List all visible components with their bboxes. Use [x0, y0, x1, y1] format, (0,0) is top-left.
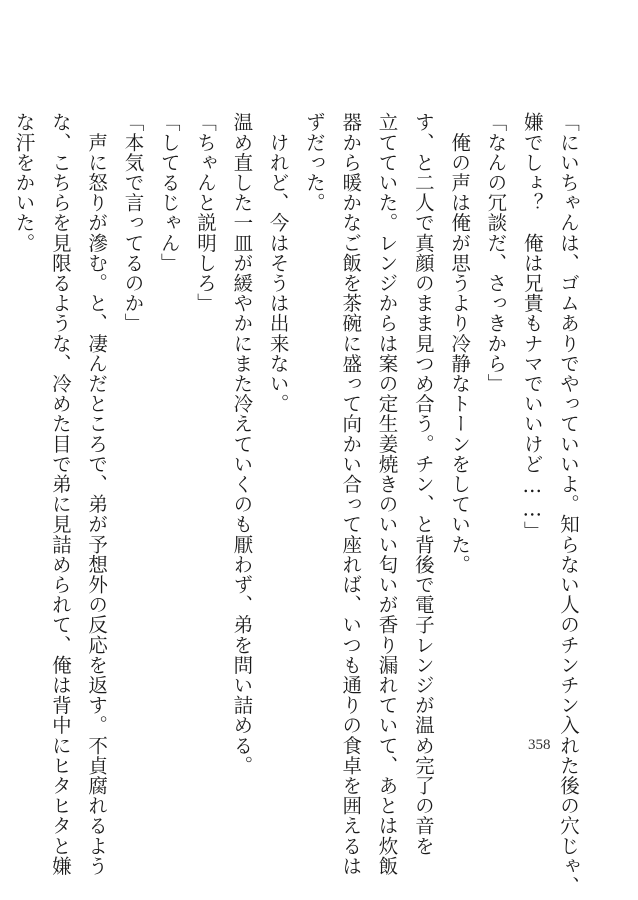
text-line: す、と二人で真顔のまま見つめ合う。チン、と背後で電子レンジが温め完了の音を	[411, 112, 435, 856]
text-line: 俺の声は俺が思うより冷静なトーンをしていた。	[448, 112, 472, 575]
text-line: 器から暖かなご飯を茶碗に盛って向かい合って座れば、いつも通りの食卓を囲えるは	[339, 112, 363, 876]
text-line: ずだった。	[302, 112, 326, 213]
text-line: な汗をかいた。	[12, 112, 36, 253]
text-line: 「ちゃんと説明しろ」	[194, 112, 218, 313]
text-line: 「してるじゃん」	[157, 112, 181, 273]
text-line: 温め直した一皿が緩やかにまた冷えていくのも厭わず、弟を問い詰める。	[230, 112, 254, 776]
text-line: 「にいちゃんは、ゴムありでやっていいよ。知らない人のチンチン入れた後の穴じゃ、	[557, 112, 580, 896]
text-line: 嫌でしょ？ 俺は兄貴もナマでいいけど……」	[520, 112, 544, 542]
text-line: な、こちらを見限るような、冷めた目で弟に見詰められて、俺は背中にヒタヒタと嫌	[48, 112, 72, 876]
text-line: 声に怒りが滲む。と、凄んだところで、弟が予想外の反応を返す。不貞腐れるよう	[85, 112, 109, 876]
text-line: けれど、今はそうは出来ない。	[266, 112, 290, 414]
text-line: 立てていた。レンジからは案の定生姜焼きのいい匂いが香り漏れていて、あとは炊飯	[375, 112, 399, 876]
text-line: 「本気で言ってるのか」	[121, 112, 145, 334]
text-line: 「なんの冗談だ、さっきから」	[484, 112, 508, 394]
vertical-text-body	[5, 112, 586, 896]
page-number: 358	[528, 737, 551, 753]
